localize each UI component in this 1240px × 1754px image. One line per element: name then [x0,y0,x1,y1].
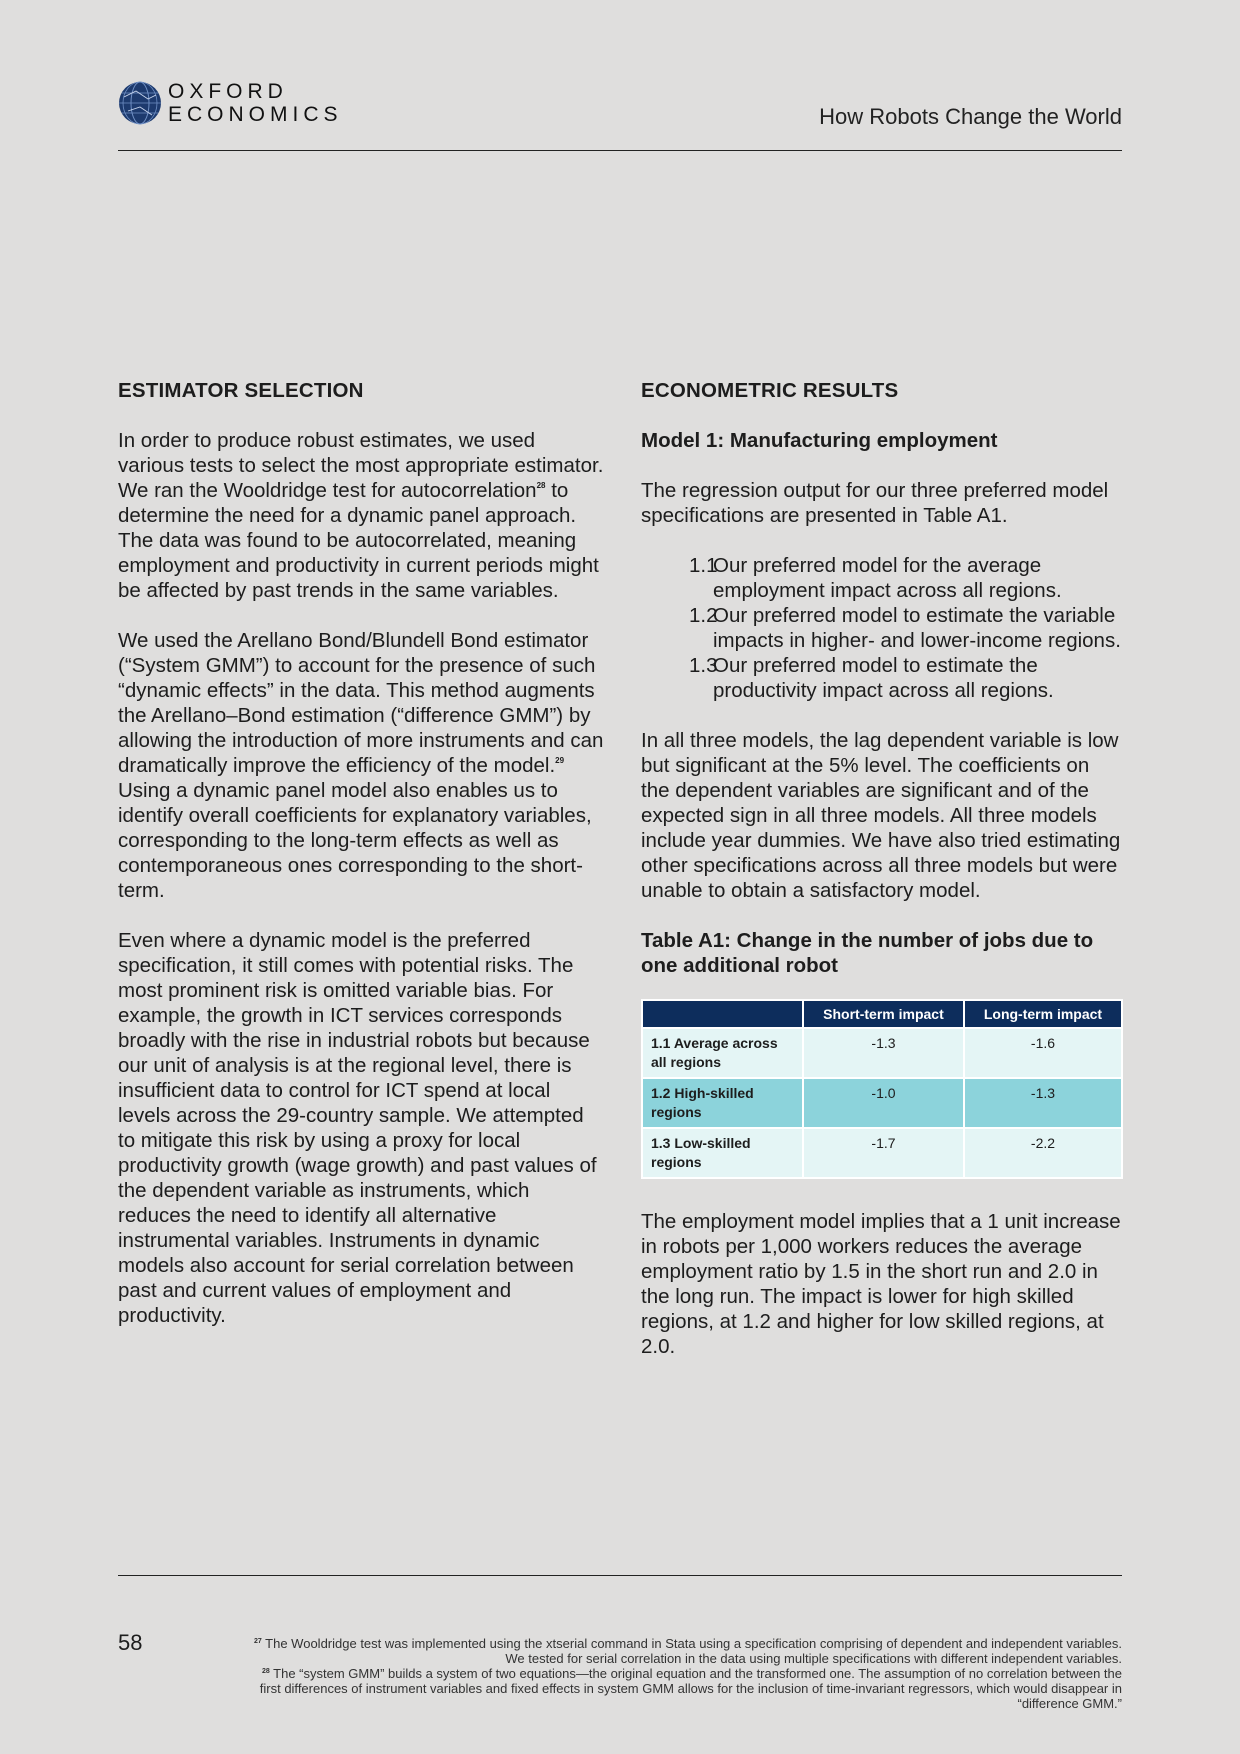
paragraph-text: In order to produce robust estimates, we used various tests to select the most appropriate estimator. We ran the Wooldridge test for autocorrelation [118,429,604,502]
list-text: Our preferred model for the average employment impact across all regions. [713,554,1062,602]
paragraph-text: to determine the need for a dynamic panel approach. The data was found to be autocorrelated, meaning employment and productivity in current periods might be affected by past trends in the same variables. [118,479,599,602]
section-heading-estimator: ESTIMATOR SELECTION [118,379,364,402]
footnotes [162,1636,1122,1711]
list-text: Our preferred model to estimate the variable impacts in higher- and lower-income regions. [713,604,1121,652]
paragraph-text: We used the Arellano Bond/Blundell Bond estimator (“System GMM”) to account for the presence of such “dynamic effects” in the data. This method augments the Arellano–Bond estimation (“difference GMM”) by allowing the introduction of more instruments and can dramatically improve the efficiency of the model. [118,629,604,777]
paragraph-models: In all three models, the lag dependent variable is low but significant at the 5% level. The coefficients on the dependent variables are significant and of the expected sign in all three models. All three models include year dummies. We have also tried estimating other specifications across all three models but were unable to obtain a satisfactory model. [641,729,1121,902]
page-number: 58 [118,1630,143,1655]
logo-line-oxford: OXFORD [168,80,288,103]
results-table [641,999,1123,1179]
list-number: 1.3 [689,654,718,677]
short-term-value: -1.7 [803,1128,964,1178]
long-term-value: -1.3 [964,1078,1122,1128]
footnote-28 [162,1666,1122,1681]
model-list [689,553,1123,703]
paragraph-wooldridge [118,428,606,603]
running-title: How Robots Change the World [819,104,1122,129]
oxford-economics-logo [118,80,343,126]
list-number: 1.1 [689,554,718,577]
footnote-28-continued: first differences of instrument variables and fixed effects in system GMM allows for the inclusion of time-invariant regressors, which would disappear in [259,1681,1122,1696]
table-header-blank [642,1000,803,1028]
paragraph-text: Using a dynamic panel model also enables us to identify overall coefficients for explanatory variables, corresponding to the long-term effects as well as contemporaneous ones corresponding to the short-term. [118,779,592,902]
globe-icon [118,81,162,125]
paragraph-risks: Even where a dynamic model is the preferred specification, it still comes with potential risks. The most prominent risk is omitted variable bias. For example, the growth in ICT services corresponds broadly with the rise in industrial robots but because our unit of analysis is at the regional level, there is insufficient data to control for ICT spend at local levels across the 29-country sample. We attempted to mitigate this risk by using a proxy for local productivity growth (wage growth) and past values of the dependent variable as instruments, which reduces the need to identify all alternative instrumental variables. Instruments in dynamic models also account for serial correlation between past and current values of employment and productivity. [118,929,597,1327]
table-row [642,1128,1122,1178]
logo-line-economics: ECONOMICS [168,103,343,126]
table-row [642,1078,1122,1128]
footer-divider [118,1575,1122,1576]
footnote-text: The Wooldridge test was implemented using the xtserial command in Stata using a specification comprising of dependent and independent variables. [261,1636,1122,1651]
logo-wordmark [168,80,343,126]
footnote-28-end: “difference GMM.” [1017,1696,1122,1711]
section-heading-results: ECONOMETRIC RESULTS [641,379,899,402]
footnote-number: 27 [254,1638,262,1645]
table-header-row [642,1000,1122,1028]
footnote-ref-29[interactable]: 29 [555,756,565,765]
list-item [689,603,1123,653]
row-label: 1.1 Average across all regions [642,1028,803,1078]
footnote-text: The “system GMM” builds a system of two equations—the original equation and the transformed one. The assumption of no correlation between the [269,1666,1122,1681]
right-column [641,378,1123,1384]
long-term-value: -1.6 [964,1028,1122,1078]
list-item [689,653,1123,703]
left-column [118,378,606,1353]
footnote-27-continued: We tested for serial correlation in the data using multiple specifications with different independent variables. [505,1651,1122,1666]
footnote-number: 28 [262,1668,270,1675]
paragraph-intro: The regression output for our three preferred model specifications are presented in Table A1. [641,479,1109,527]
row-label: 1.2 High-skilled regions [642,1078,803,1128]
table-title: Table A1: Change in the number of jobs due to one additional robot [641,929,1094,977]
short-term-value: -1.3 [803,1028,964,1078]
page-header [118,78,1122,151]
paragraph-system-gmm [118,628,606,903]
table-row [642,1028,1122,1078]
list-item [689,553,1123,603]
model-subheading: Model 1: Manufacturing employment [641,429,998,452]
list-number: 1.2 [689,604,718,627]
long-term-value: -2.2 [964,1128,1122,1178]
row-label: 1.3 Low-skilled regions [642,1128,803,1178]
footnote-27 [162,1636,1122,1651]
table-header-long-term: Long-term impact [964,1000,1122,1028]
table-header-short-term: Short-term impact [803,1000,964,1028]
footnote-ref-28[interactable]: 28 [536,481,546,490]
short-term-value: -1.0 [803,1078,964,1128]
list-text: Our preferred model to estimate the productivity impact across all regions. [713,654,1054,702]
paragraph-employment-model: The employment model implies that a 1 unit increase in robots per 1,000 workers reduces the average employment ratio by 1.5 in the short run and 2.0 in the long run. The impact is lower for high skilled regions, at 1.2 and higher for low skilled regions, at 2.0. [641,1210,1121,1358]
